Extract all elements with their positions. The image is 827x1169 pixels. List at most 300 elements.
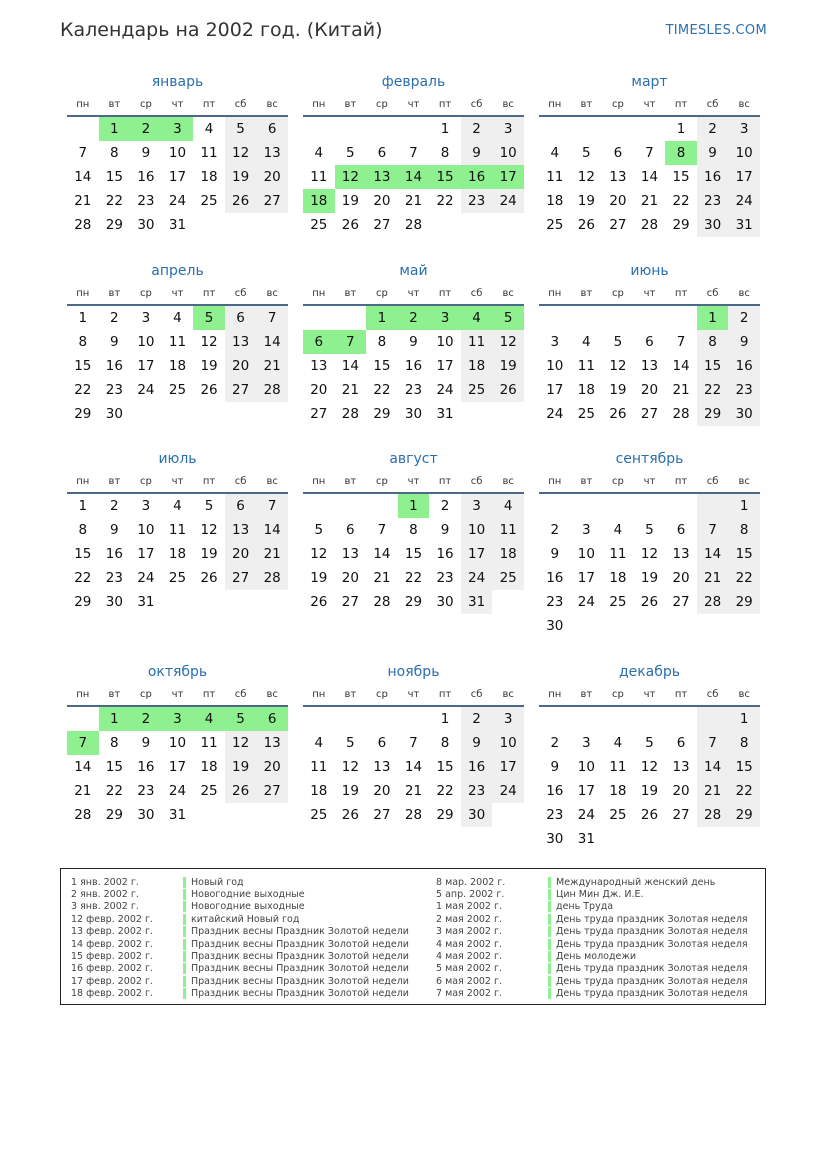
day-cell: 25 [168, 382, 187, 398]
weekday-header [67, 470, 288, 494]
day-cell: 24 [137, 382, 155, 398]
weekday-label: пн [76, 98, 90, 110]
day-cell: 24 [461, 566, 493, 590]
day-cell: 23 [546, 594, 564, 610]
day-cell: 3 [141, 310, 151, 326]
day-cell: 27 [256, 189, 288, 213]
day-cell: 20 [373, 193, 391, 209]
day-cell: 23 [461, 779, 493, 803]
legend-date: 13 февр. 2002 г. [71, 926, 153, 938]
month-block [539, 71, 760, 237]
legend-holiday-name: День труда праздник Золотая неделя [556, 913, 748, 925]
day-cell: 28 [672, 406, 690, 422]
legend-holiday-name: Цин Мин Дж. И.Е. [556, 889, 644, 901]
day-cell: 6 [256, 707, 288, 731]
day-cell: 14 [256, 518, 288, 542]
day-cell: 20 [672, 783, 690, 799]
day-cell: 10 [168, 145, 187, 161]
weekday-label: пт [438, 475, 452, 487]
day-cell: 17 [137, 546, 155, 562]
day-cell: 5 [346, 145, 355, 161]
weekday-label: сб [706, 688, 719, 700]
day-cell: 25 [461, 378, 493, 402]
day-cell: 14 [398, 165, 430, 189]
empty-cell [602, 306, 634, 330]
day-cell: 6 [377, 145, 387, 161]
legend-marker-icon [183, 963, 186, 974]
day-cell: 14 [341, 358, 359, 374]
day-cell: 3 [461, 494, 493, 518]
month-name: сентябрь [615, 451, 684, 467]
legend-date: 1 янв. 2002 г. [71, 876, 139, 888]
legend-holiday-name: Праздник весны Праздник Золотой недели [191, 988, 409, 1000]
weekday-label: сб [706, 475, 719, 487]
empty-cell [602, 494, 634, 518]
day-cell: 12 [609, 358, 627, 374]
day-cell: 18 [168, 358, 187, 374]
day-cell: 28 [341, 406, 359, 422]
empty-cell [634, 117, 666, 141]
day-cell: 20 [640, 382, 659, 398]
legend-holiday-name: Праздник весны Праздник Золотой недели [191, 926, 409, 938]
day-cell: 18 [200, 169, 218, 185]
day-cell: 28 [256, 566, 288, 590]
day-cell: 4 [314, 145, 324, 161]
day-cell: 6 [645, 334, 654, 350]
weekday-label: сб [470, 98, 483, 110]
day-cell: 3 [492, 707, 524, 731]
day-cell: 2 [461, 707, 493, 731]
day-cell: 19 [225, 165, 257, 189]
day-cell: 21 [256, 542, 288, 566]
day-cell: 25 [546, 217, 564, 233]
day-cell: 8 [440, 735, 450, 751]
day-cell: 6 [225, 306, 257, 330]
legend-holiday-name: Новогодние выходные [191, 901, 305, 913]
empty-cell [571, 306, 603, 330]
day-cell: 22 [728, 566, 760, 590]
weekday-label: пн [312, 287, 326, 299]
weekday-label: пн [312, 688, 326, 700]
day-cell: 26 [640, 594, 659, 610]
weekday-label: ср [375, 98, 388, 110]
day-cell: 9 [728, 330, 760, 354]
day-cell: 14 [697, 755, 729, 779]
day-cell: 14 [373, 546, 391, 562]
weekday-label: чт [643, 98, 656, 110]
day-cell: 6 [676, 522, 686, 538]
day-cell: 15 [373, 358, 391, 374]
day-cell: 20 [225, 542, 257, 566]
day-cell: 1 [99, 117, 131, 141]
day-cell: 16 [105, 358, 123, 374]
day-cell: 10 [577, 759, 595, 775]
weekday-label: ср [375, 475, 388, 487]
day-cell: 11 [168, 522, 187, 538]
month-block [539, 260, 760, 426]
day-cell: 5 [314, 522, 324, 538]
day-cell: 10 [728, 141, 760, 165]
weekday-label: сб [706, 98, 719, 110]
weekday-label: чт [407, 688, 420, 700]
weekday-label: пт [674, 287, 688, 299]
day-cell: 19 [492, 354, 524, 378]
day-cell: 16 [137, 169, 155, 185]
weekday-label: пт [674, 688, 688, 700]
holiday-legend [60, 868, 766, 1005]
legend-marker-icon [548, 901, 551, 912]
weekday-label: сб [470, 287, 483, 299]
weekday-label: пт [438, 98, 452, 110]
weekday-label: пн [76, 688, 90, 700]
day-cell: 18 [168, 546, 187, 562]
site-link[interactable]: TIMESLES.COM [665, 23, 767, 38]
weekday-label: вс [738, 688, 750, 700]
legend-date: 17 февр. 2002 г. [71, 975, 153, 987]
weekday-label: сб [470, 475, 483, 487]
empty-cell [303, 494, 335, 518]
weekday-label: вс [502, 287, 514, 299]
day-cell: 13 [256, 731, 288, 755]
empty-cell [335, 306, 367, 330]
day-cell: 20 [373, 783, 391, 799]
empty-cell [398, 707, 430, 731]
day-cell: 2 [398, 306, 430, 330]
day-cell: 1 [676, 121, 686, 137]
day-cell: 22 [697, 378, 729, 402]
day-cell: 14 [697, 542, 729, 566]
day-grid [303, 117, 524, 237]
day-cell: 11 [200, 735, 218, 751]
day-cell: 3 [162, 707, 194, 731]
day-cell: 29 [728, 803, 760, 827]
day-cell: 11 [577, 358, 595, 374]
day-cell: 23 [105, 382, 123, 398]
legend-item [71, 963, 409, 975]
weekday-label: вт [580, 287, 593, 299]
day-cell: 12 [640, 546, 659, 562]
day-cell: 27 [672, 807, 690, 823]
day-grid [67, 306, 288, 426]
legend-date: 4 мая 2002 г. [436, 951, 502, 963]
month-name: февраль [381, 74, 446, 90]
legend-date: 18 февр. 2002 г. [71, 988, 153, 1000]
day-cell: 18 [609, 570, 627, 586]
day-cell: 13 [672, 759, 690, 775]
day-cell: 18 [577, 382, 595, 398]
day-cell: 5 [582, 145, 591, 161]
legend-date: 1 мая 2002 г. [436, 901, 502, 913]
day-cell: 18 [461, 354, 493, 378]
day-cell: 15 [74, 358, 92, 374]
day-cell: 2 [130, 117, 162, 141]
day-cell: 4 [613, 735, 623, 751]
month-name: октябрь [147, 664, 208, 680]
legend-holiday-name: День молодежи [556, 951, 637, 963]
legend-date: 2 мая 2002 г. [436, 913, 502, 925]
weekday-label: пн [548, 688, 562, 700]
day-cell: 31 [577, 831, 595, 847]
day-cell: 7 [645, 145, 654, 161]
legend-item [436, 876, 748, 888]
day-cell: 3 [141, 498, 151, 514]
day-cell: 26 [577, 217, 595, 233]
empty-cell [665, 306, 697, 330]
day-cell: 26 [341, 807, 359, 823]
day-cell: 30 [436, 594, 454, 610]
day-cell: 10 [461, 518, 493, 542]
month-block [303, 448, 524, 614]
day-cell: 28 [697, 590, 729, 614]
weekday-header [67, 93, 288, 117]
day-cell: 20 [609, 193, 627, 209]
weekday-label: вт [108, 688, 121, 700]
legend-item [436, 926, 748, 938]
legend-date: 3 мая 2002 г. [436, 926, 502, 938]
month-name: июнь [630, 263, 669, 279]
day-cell: 2 [110, 498, 119, 514]
empty-cell [67, 707, 99, 731]
day-cell: 1 [78, 498, 88, 514]
day-cell: 15 [429, 165, 461, 189]
day-cell: 8 [697, 330, 729, 354]
day-cell: 17 [546, 382, 564, 398]
weekday-label: ср [139, 98, 152, 110]
day-cell: 21 [74, 193, 92, 209]
day-cell: 11 [609, 759, 627, 775]
day-cell: 16 [461, 755, 493, 779]
day-cell: 30 [697, 213, 729, 237]
weekday-label: ср [139, 688, 152, 700]
day-cell: 15 [105, 169, 123, 185]
legend-date: 5 мая 2002 г. [436, 963, 502, 975]
day-cell: 11 [310, 759, 328, 775]
month-block [539, 448, 760, 638]
day-cell: 30 [461, 803, 493, 827]
legend-holiday-name: Международный женский день [556, 876, 716, 888]
day-cell: 27 [341, 594, 359, 610]
day-cell: 21 [404, 783, 423, 799]
day-cell: 14 [74, 759, 92, 775]
day-cell: 25 [609, 807, 627, 823]
month-name: апрель [151, 263, 204, 279]
legend-item [71, 913, 409, 925]
day-cell: 29 [697, 402, 729, 426]
day-cell: 10 [137, 334, 155, 350]
day-cell: 14 [74, 169, 92, 185]
day-cell: 16 [697, 165, 729, 189]
day-cell: 26 [225, 189, 257, 213]
legend-holiday-name: День труда праздник Золотая неделя [556, 988, 748, 1000]
weekday-label: пт [202, 98, 216, 110]
day-cell: 9 [110, 522, 119, 538]
day-cell: 9 [697, 141, 729, 165]
empty-cell [335, 494, 367, 518]
day-cell: 31 [137, 594, 155, 610]
day-cell: 12 [492, 330, 524, 354]
day-cell: 19 [640, 783, 659, 799]
day-cell: 27 [373, 807, 391, 823]
legend-holiday-name: Праздник весны Праздник Золотой недели [191, 951, 409, 963]
day-cell: 19 [609, 382, 627, 398]
day-cell: 5 [204, 498, 214, 514]
weekday-label: вт [344, 688, 357, 700]
weekday-label: пн [548, 475, 562, 487]
day-cell: 3 [550, 334, 560, 350]
day-cell: 28 [404, 807, 423, 823]
day-cell: 23 [546, 807, 564, 823]
month-name: август [389, 451, 438, 467]
day-cell: 29 [105, 807, 123, 823]
day-cell: 18 [200, 759, 218, 775]
day-grid [67, 707, 288, 827]
empty-cell [303, 707, 335, 731]
day-cell: 23 [137, 193, 155, 209]
day-grid [539, 494, 760, 638]
day-cell: 18 [609, 783, 627, 799]
month-block [303, 71, 524, 237]
legend-column-right [436, 876, 748, 1000]
day-cell: 7 [78, 145, 88, 161]
legend-marker-icon [183, 951, 186, 962]
legend-date: 14 февр. 2002 г. [71, 938, 153, 950]
day-cell: 2 [728, 306, 760, 330]
legend-marker-icon [548, 988, 551, 999]
empty-cell [539, 306, 571, 330]
day-cell: 20 [225, 354, 257, 378]
day-cell: 14 [672, 358, 690, 374]
day-cell: 10 [168, 735, 187, 751]
legend-item [71, 975, 409, 987]
day-cell: 30 [404, 406, 423, 422]
weekday-label: пт [438, 688, 452, 700]
day-cell: 17 [436, 358, 454, 374]
day-cell: 12 [335, 165, 367, 189]
weekday-label: пт [438, 287, 452, 299]
day-cell: 30 [546, 618, 564, 634]
day-cell: 20 [341, 570, 359, 586]
legend-marker-icon [183, 877, 186, 888]
day-cell: 7 [67, 731, 99, 755]
legend-item [436, 888, 748, 900]
weekday-label: сб [234, 475, 247, 487]
day-cell: 4 [550, 145, 560, 161]
day-cell: 15 [74, 546, 92, 562]
day-cell: 29 [672, 217, 690, 233]
legend-item [436, 901, 748, 913]
legend-date: 15 февр. 2002 г. [71, 951, 153, 963]
day-cell: 28 [256, 378, 288, 402]
day-cell: 19 [577, 193, 595, 209]
day-cell: 15 [404, 546, 423, 562]
day-cell: 1 [440, 711, 450, 727]
day-cell: 12 [341, 759, 359, 775]
weekday-label: чт [171, 287, 184, 299]
day-cell: 31 [728, 213, 760, 237]
legend-item [71, 988, 409, 1000]
empty-cell [602, 707, 634, 731]
weekday-label: ср [611, 688, 624, 700]
day-cell: 26 [200, 382, 218, 398]
day-cell: 7 [409, 145, 418, 161]
day-cell: 21 [341, 382, 359, 398]
weekday-header [539, 470, 760, 494]
weekday-label: чт [407, 287, 420, 299]
weekday-header [539, 683, 760, 707]
weekday-label: ср [611, 287, 624, 299]
legend-marker-icon [548, 951, 551, 962]
day-cell: 22 [728, 779, 760, 803]
day-cell: 3 [492, 117, 524, 141]
day-cell: 28 [640, 217, 659, 233]
weekday-label: вт [108, 475, 121, 487]
day-cell: 25 [577, 406, 595, 422]
day-cell: 24 [492, 189, 524, 213]
day-cell: 5 [225, 117, 257, 141]
day-cell: 29 [105, 217, 123, 233]
month-name: декабрь [618, 664, 681, 680]
day-cell: 19 [200, 546, 218, 562]
day-cell: 10 [137, 522, 155, 538]
weekday-label: чт [407, 98, 420, 110]
weekday-label: ср [375, 287, 388, 299]
weekday-label: вс [738, 287, 750, 299]
empty-cell [335, 707, 367, 731]
day-grid [303, 494, 524, 614]
day-cell: 1 [398, 494, 430, 518]
day-cell: 10 [492, 731, 524, 755]
day-cell: 15 [672, 169, 690, 185]
day-cell: 11 [168, 334, 187, 350]
weekday-label: вт [344, 287, 357, 299]
empty-cell [602, 117, 634, 141]
day-cell: 16 [436, 546, 454, 562]
weekday-header [303, 470, 524, 494]
day-cell: 21 [697, 566, 729, 590]
legend-holiday-name: День труда праздник Золотая неделя [556, 926, 748, 938]
day-cell: 27 [373, 217, 391, 233]
legend-marker-icon [548, 926, 551, 937]
month-block [303, 260, 524, 426]
day-cell: 29 [74, 594, 92, 610]
empty-cell [697, 707, 729, 731]
day-cell: 23 [404, 382, 423, 398]
empty-cell [398, 117, 430, 141]
day-cell: 17 [492, 755, 524, 779]
day-cell: 29 [436, 807, 454, 823]
day-cell: 2 [110, 310, 119, 326]
legend-column-left [71, 876, 409, 1000]
day-cell: 16 [105, 546, 123, 562]
legend-date: 5 апр. 2002 г. [436, 889, 505, 901]
day-cell: 1 [78, 310, 88, 326]
weekday-label: чт [643, 688, 656, 700]
empty-cell [539, 494, 571, 518]
legend-date: 3 янв. 2002 г. [71, 901, 139, 913]
weekday-label: чт [407, 475, 420, 487]
day-grid [67, 494, 288, 614]
day-cell: 27 [609, 217, 627, 233]
day-cell: 27 [256, 779, 288, 803]
day-cell: 13 [640, 358, 659, 374]
day-cell: 6 [303, 330, 335, 354]
day-cell: 4 [613, 522, 623, 538]
legend-item [436, 913, 748, 925]
legend-marker-icon [548, 889, 551, 900]
day-cell: 27 [672, 594, 690, 610]
day-cell: 18 [546, 193, 564, 209]
day-cell: 30 [105, 406, 123, 422]
